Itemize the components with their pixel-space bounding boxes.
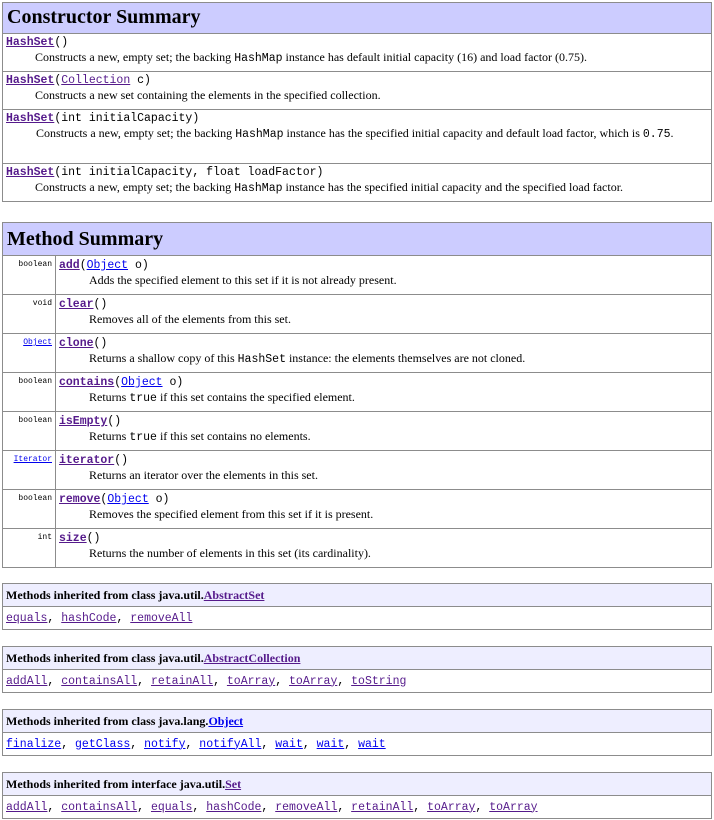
method-link-remove[interactable]: remove [59,493,101,506]
method-row: boolean isEmpty() Returns true if this set contains no elements. [3,412,712,451]
constructor-link[interactable]: HashSet [6,36,55,49]
constructor-description: Constructs a new set containing the elements in the specified collection. [35,88,381,102]
method-description: Returns true if this set contains the specified element. [89,390,355,405]
constructor-row [3,164,712,202]
inherited-method-link-retainall[interactable]: retainAll [351,800,414,814]
return-type: boolean [3,490,56,529]
inherited-header: Methods inherited from class java.lang.Object [3,710,712,733]
inherited-header: Methods inherited from class java.util.AbstractSet [3,584,712,607]
inherited-method-link-tostring[interactable]: toString [351,674,407,688]
return-type-link[interactable]: Iterator [13,455,52,464]
inherited-abstractset [2,583,712,630]
return-type: int [3,529,56,568]
inherited-methods: equals, hashCode, removeAll [3,607,712,630]
inherited-method-link-finalize[interactable]: finalize [6,737,62,751]
constructor-link[interactable]: HashSet [6,74,55,87]
inherited-method-link-hashcode[interactable]: hashCode [206,800,262,814]
inherited-method-link-hashcode[interactable]: hashCode [61,611,117,625]
constructor-row [3,34,712,72]
inherited-method-link-getclass[interactable]: getClass [75,737,131,751]
inherited-header: Methods inherited from interface java.util.Set [3,773,712,796]
method-description: Removes the specified element from this set if it is present. [89,507,374,521]
inherited-set [2,772,712,819]
inherited-object [2,709,712,756]
inherited-method-link-toarray[interactable]: toArray [289,674,338,688]
inherited-method-link-addall[interactable]: addAll [6,800,48,814]
inherited-method-link-containsall[interactable]: containsAll [61,800,138,814]
method-link-isempty[interactable]: isEmpty [59,415,108,428]
inherited-method-link-removeall[interactable]: removeAll [130,611,193,625]
constructor-params: (int initialCapacity) [54,112,200,125]
method-description: Returns true if this set contains no elements. [89,429,311,444]
collection-type-link[interactable]: Collection [61,74,131,87]
constructor-description: Constructs a new, empty set; the backing HashMap instance has the specified initial capacity and default load factor, which is 0.75. [36,126,674,141]
inherited-method-link-toarray[interactable]: toArray [226,674,276,688]
inherited-method-link-containsall[interactable]: containsAll [61,674,138,688]
constructor-params-end: ) [61,36,69,49]
return-type: boolean [3,412,56,451]
constructor-summary-table [2,2,712,202]
method-row: Iterator iterator() Returns an iterator over the elements in this set. [3,451,712,490]
constructor-params: ( [54,36,62,49]
inherited-method-link-toarray[interactable]: toArray [427,800,476,814]
method-link-contains[interactable]: contains [59,376,115,389]
constructor-summary-title: Constructor Summary [3,3,712,34]
inherited-method-link-addall[interactable]: addAll [6,674,48,688]
inherited-method-link-wait[interactable]: wait [316,737,345,751]
inherited-method-link-equals[interactable]: equals [150,800,193,814]
constructor-link[interactable]: HashSet [6,166,55,179]
return-type-link[interactable]: Object [23,338,52,347]
method-link-size[interactable]: size [59,532,87,545]
method-description: Returns an iterator over the elements in this set. [89,468,318,482]
method-link-clone[interactable]: clone [59,337,94,350]
constructor-link[interactable]: HashSet [6,112,55,125]
method-row: int size() Returns the number of elements in this set (its cardinality). [3,529,712,568]
param-type-link[interactable]: Object [121,376,163,389]
inherited-abstractcollection [2,646,712,693]
set-link[interactable]: Set [225,776,242,791]
method-link-iterator[interactable]: iterator [59,454,115,467]
constructor-params-end: c) [130,74,151,87]
method-row: boolean add(Object o) Adds the specified element to this set if it is not already present. [3,256,712,295]
method-row: boolean remove(Object o) Removes the specified element from this set if it is present. [3,490,712,529]
inherited-method-link-toarray[interactable]: toArray [489,800,538,814]
constructor-description: Constructs a new, empty set; the backing HashMap instance has the specified initial capacity and the specified load factor. [35,180,624,195]
constructor-params: (int initialCapacity, float loadFactor) [54,166,324,179]
inherited-method-link-notify[interactable]: notify [144,737,186,751]
abstractcollection-link[interactable]: AbstractCollection [203,650,301,665]
constructor-row [3,72,712,110]
inherited-methods: addAll, containsAll, equals, hashCode, removeAll, retainAll, toArray, toArray [3,796,712,819]
inherited-methods: finalize, getClass, notify, notifyAll, wait, wait, wait [3,733,712,756]
method-description: Removes all of the elements from this set. [89,312,291,326]
constructor-row [3,110,712,164]
inherited-method-link-removeall[interactable]: removeAll [275,800,338,814]
inherited-method-link-wait[interactable]: wait [358,737,386,751]
method-link-clear[interactable]: clear [59,298,94,311]
method-link-add[interactable]: add [59,259,80,272]
method-row: boolean contains(Object o) Returns true if this set contains the specified element. [3,373,712,412]
return-type: boolean [3,373,56,412]
method-description: Adds the specified element to this set if it is not already present. [89,273,397,287]
return-type: void [3,295,56,334]
method-description: Returns a shallow copy of this HashSet instance: the elements themselves are not cloned. [89,351,526,366]
method-row: Object clone() Returns a shallow copy of this HashSet instance: the elements themselves are not cloned. [3,334,712,373]
method-summary-title: Method Summary [3,223,712,256]
object-link[interactable]: Object [208,713,244,728]
constructor-description: Constructs a new, empty set; the backing HashMap instance has default initial capacity (16) and load factor (0.75). [35,50,588,65]
method-summary-table [2,222,712,568]
inherited-method-link-retainall[interactable]: retainAll [150,674,214,688]
method-description: Returns the number of elements in this set (its cardinality). [89,546,371,560]
abstractset-link[interactable]: AbstractSet [203,587,265,602]
inherited-method-link-wait[interactable]: wait [275,737,303,751]
method-row: void clear() Removes all of the elements from this set. [3,295,712,334]
inherited-method-link-notifyall[interactable]: notifyAll [199,737,262,751]
inherited-methods: addAll, containsAll, retainAll, toArray, toArray, toString [3,670,712,693]
return-type: boolean [3,256,56,295]
constructor-params: ( [54,74,62,87]
inherited-header: Methods inherited from class java.util.AbstractCollection [3,647,712,670]
inherited-method-link-equals[interactable]: equals [6,611,48,625]
param-type-link[interactable]: Object [86,259,129,272]
param-type-link[interactable]: Object [107,493,149,506]
